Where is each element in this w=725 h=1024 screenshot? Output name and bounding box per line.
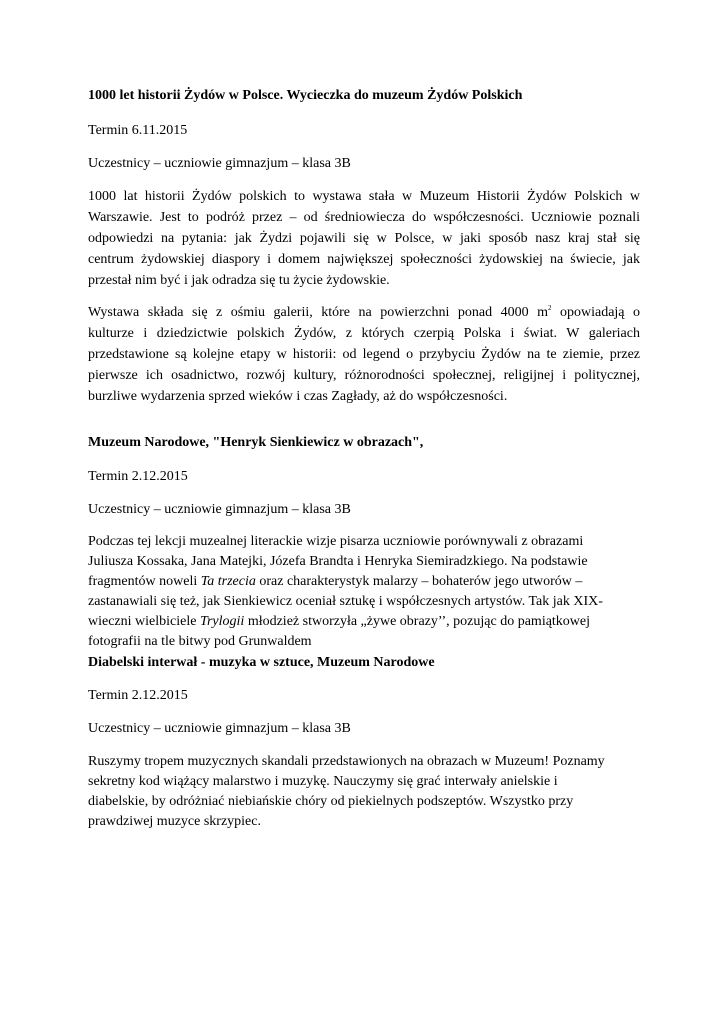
paragraph-line: burzliwe wydarzenia sprzed wieków i czas Zagłady, aż do współczesności.: [88, 389, 508, 404]
section-2-termin: Termin 2.12.2015: [88, 469, 188, 484]
paragraph-line: Warszawie. Jest to podróż przez – od średniowiecza do współczesności. Uczniowie poznali: [88, 210, 640, 225]
text-run: fragmentów noweli: [88, 574, 201, 589]
italic-title: Ta trzecia: [200, 574, 256, 589]
paragraph-line: 1000 lat historii Żydów polskich to wystawa stała w Muzeum Historii Żydów Polskich w: [88, 189, 640, 204]
section-2-title: Muzeum Narodowe, "Henryk Sienkiewicz w obrazach",: [88, 435, 424, 450]
section-2-paragraph: [88, 532, 640, 652]
paragraph-line: pierwsze ich osadnictwo, rozwój kultury, różnorodności społecznej, religijnej i politycznej,: [88, 368, 640, 383]
section-2-uczestnicy: Uczestnicy – uczniowie gimnazjum – klasa 3B: [88, 502, 351, 517]
text-run: Wystawa składa się z ośmiu galerii, które na powierzchni ponad 4000 m: [88, 305, 548, 320]
paragraph-line: kulturze i dziedzictwie polskich Żydów, z których czerpią Polska i świat. W galeriach: [88, 326, 640, 341]
text-run: oraz charakterystyk malarzy – bohaterów jego utworów –: [255, 574, 583, 589]
paragraph-line: Ruszymy tropem muzycznych skandali przedstawionych na obrazach w Muzeum! Poznamy: [88, 754, 605, 769]
paragraph-line: fotografii na tle bitwy pod Grunwaldem: [88, 634, 312, 649]
section-3-termin: Termin 2.12.2015: [88, 688, 188, 703]
text-run: opowiadają o: [551, 305, 641, 320]
paragraph-line: [88, 612, 640, 632]
paragraph-line: prawdziwej muzyce skrzypiec.: [88, 814, 261, 829]
section-3-paragraph: [88, 752, 640, 832]
paragraph-line: przestał nim być i jak odradza się tu życie żydowskie.: [88, 273, 390, 288]
paragraph-line-with-superscript: [88, 302, 640, 323]
superscript: 2: [547, 304, 552, 312]
paragraph-line: Juliusza Kossaka, Jana Matejki, Józefa Brandta i Henryka Siemiradzkiego. Na podstawie: [88, 554, 588, 569]
paragraph-line: [88, 572, 640, 592]
italic-title: Trylogii: [199, 614, 245, 629]
text-run: wieczni wielbiciele: [88, 614, 200, 629]
section-1-paragraph-2: [88, 302, 640, 407]
section-1-title: 1000 let historii Żydów w Polsce. Wycieczka do muzeum Żydów Polskich: [88, 88, 523, 103]
paragraph-line: odpowiedzi na pytania: jak Żydzi pojawili się w Polsce, w jaki sposób nasz kraj stał się: [88, 231, 640, 246]
paragraph-line: przedstawione są kolejne etapy w historii: od legend o przybyciu Żydów na te ziemie, przez: [88, 347, 640, 362]
paragraph-line: diabelskie, by odróżniać niebiańskie chóry od piekielnych podszeptów. Wszystko przy: [88, 794, 574, 809]
paragraph-line: zastanawiali się też, jak Sienkiewicz oceniał sztukę i współczesnych artystów. Tak jak XIX-: [88, 594, 603, 609]
section-1-uczestnicy: Uczestnicy – uczniowie gimnazjum – klasa 3B: [88, 156, 351, 171]
section-1-paragraph-1: [88, 186, 640, 291]
section-3-uczestnicy: Uczestnicy – uczniowie gimnazjum – klasa 3B: [88, 721, 351, 736]
section-1-termin: Termin 6.11.2015: [88, 123, 188, 138]
paragraph-line: centrum żydowskiej diaspory i domem największej społeczności żydowskiej na świecie, jak: [88, 252, 640, 267]
text-run: młodzież stworzyła „żywe obrazy’’, pozując do pamiątkowej: [244, 614, 591, 629]
paragraph-line: Podczas tej lekcji muzealnej literackie wizje pisarza uczniowie porównywali z obrazami: [88, 534, 584, 549]
section-3-title: Diabelski interwał - muzyka w sztuce, Muzeum Narodowe: [88, 655, 435, 670]
paragraph-line: sekretny kod wiążący malarstwo i muzykę. Nauczymy się grać interwały anielskie i: [88, 774, 558, 789]
